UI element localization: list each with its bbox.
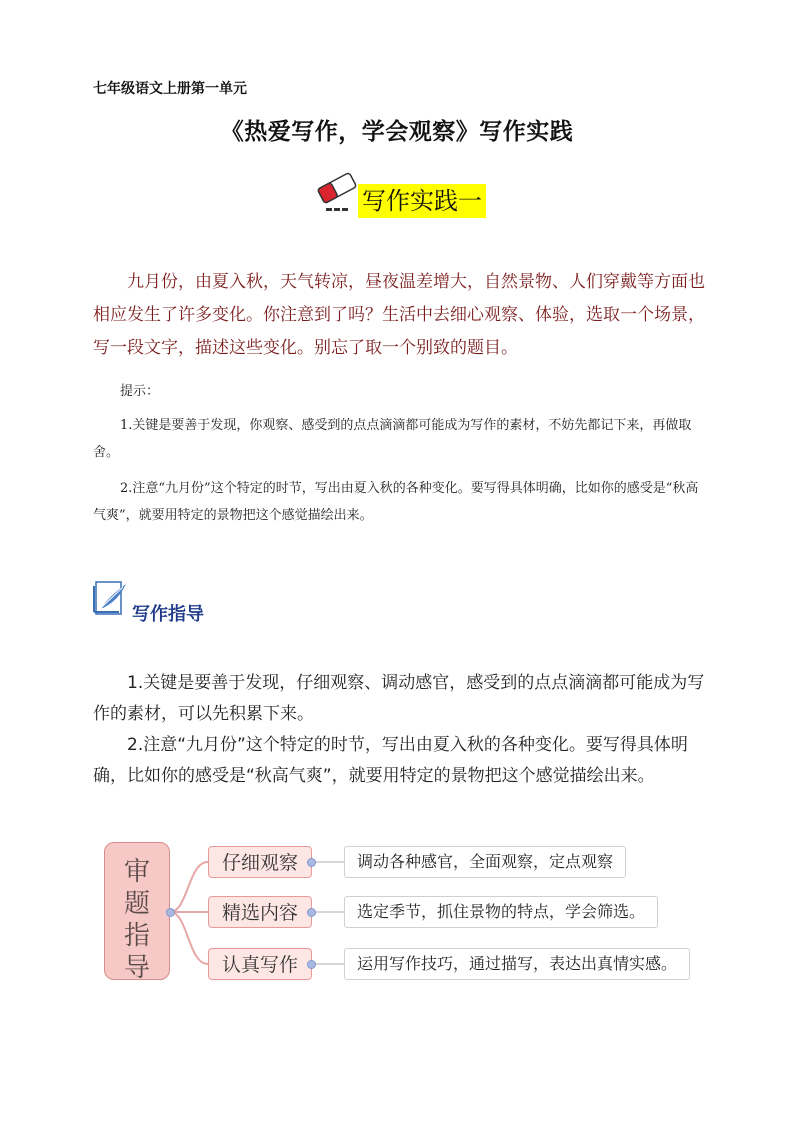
collapse-dot — [307, 960, 316, 969]
collapse-dot — [307, 858, 316, 867]
tips-label: 提示： — [120, 384, 160, 399]
eraser-icon — [314, 172, 360, 204]
page-title: 《热爱写作，学会观察》写作实践 — [220, 119, 574, 145]
tip-item: 2.注意“九月份”这个特定的时节，写出由夏入秋的各种变化。要写得具体明确，比如你的感受是“秋高气爽”，就要用特定的景物把这个感觉描绘出来。 — [93, 481, 699, 523]
mindmap-branch: 认真写作 — [208, 948, 312, 980]
mindmap-branch: 精选内容 — [208, 896, 312, 928]
section-practice-heading — [310, 168, 510, 218]
mindmap — [104, 840, 724, 1010]
guide-item: 2.注意“九月份”这个特定的时节，写出由夏入秋的各种变化。要写得具体明确，比如你的感受是“秋高气爽”，就要用特定的景物把这个感觉描绘出来。 — [93, 735, 688, 786]
mindmap-leaf: 运用写作技巧，通过描写，表达出真情实感。 — [344, 948, 690, 980]
collapse-dot — [166, 908, 175, 917]
mindmap-root — [104, 842, 170, 983]
root-char: 题 — [123, 889, 150, 919]
tip-item: 1.关键是要善于发现，你观察、感受到的点点滴滴都可能成为写作的素材，不妨先都记下来，再做取舍。 — [93, 418, 692, 460]
section-title: 写作实践一 — [358, 184, 486, 218]
decorative-dashes — [326, 208, 348, 211]
mindmap-leaf: 调动各种感官，全面观察，定点观察 — [344, 846, 626, 878]
root-char: 导 — [123, 953, 150, 983]
mindmap-branch: 仔细观察 — [208, 846, 312, 878]
guide-item: 1.关键是要善于发现，仔细观察、调动感官，感受到的点点滴滴都可能成为写作的素材，可以先积累下来。 — [93, 673, 705, 724]
root-char: 指 — [123, 921, 150, 951]
guide-title: 写作指导 — [132, 604, 204, 625]
root-char: 审 — [123, 857, 150, 887]
unit-header: 七年级语文上册第一单元 — [93, 81, 247, 97]
guide-block — [93, 668, 713, 792]
mindmap-leaf: 选定季节，抓住景物的特点，学会筛选。 — [344, 896, 658, 928]
writing-prompt: 九月份，由夏入秋，天气转凉，昼夜温差增大，自然景物、人们穿戴等方面也相应发生了许多变化。你注意到了吗？生活中去细心观察、体验，选取一个场景，写一段文字，描述这些变化。别忘了取一个别致的题目。 — [93, 272, 705, 358]
quill-icon — [93, 578, 129, 618]
collapse-dot — [307, 908, 316, 917]
